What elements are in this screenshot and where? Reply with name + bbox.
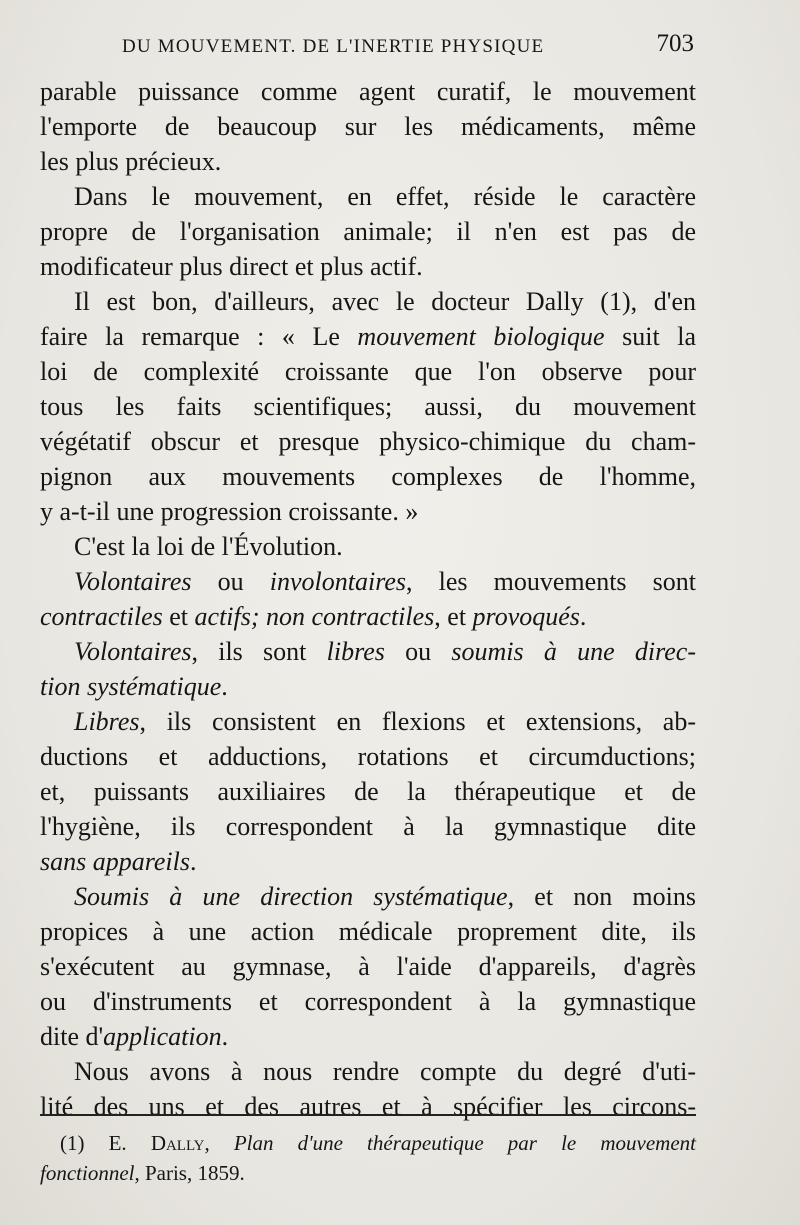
text-line: Nous avons à nous rendre compte du degré d'uti- xyxy=(74,1057,696,1086)
text-line: l'emporte de beaucoup sur les médicaments, même xyxy=(40,112,696,141)
text-line: Il est bon, d'ailleurs, avec le docteur Dally (1), d'en xyxy=(74,287,696,316)
text-line: modificateur plus direct et plus actif. xyxy=(40,252,423,281)
text-line: tion systématique. xyxy=(40,672,228,701)
page-header xyxy=(40,30,696,70)
text-line: contractiles et actifs; non contractiles, et provoqués. xyxy=(40,602,587,631)
text-line: Volontaires ou involontaires, les mouvements sont xyxy=(74,567,697,596)
text-line: Volontaires, ils sont libres ou soumis à une direc- xyxy=(74,637,696,666)
text-line: dite d'application. xyxy=(40,1022,229,1051)
footnote-author: Dally xyxy=(150,1131,205,1155)
text-line: ou d'instruments et correspondent à la gymnastique xyxy=(40,987,696,1016)
text-line: et, puissants auxiliaires de la thérapeutique et de xyxy=(40,777,696,806)
text-line: s'exécutent au gymnase, à l'aide d'appareils, d'agrès xyxy=(40,952,696,981)
text-line: Libres, ils consistent en flexions et extensions, ab- xyxy=(74,707,696,736)
footnote-line: (1) E. Dally, Plan d'une thérapeutique par le mouvement xyxy=(60,1131,696,1155)
text-line: pignon aux mouvements complexes de l'homme, xyxy=(40,462,696,491)
text-line: Dans le mouvement, en effet, réside le caractère xyxy=(74,182,696,211)
running-title: DU MOUVEMENT. DE L'INERTIE PHYSIQUE xyxy=(122,36,545,57)
text-line: Soumis à une direction systématique, et non moins xyxy=(74,882,696,911)
text-line: sans appareils. xyxy=(40,847,197,876)
footnote-rule xyxy=(40,1114,696,1116)
text-line: C'est la loi de l'Évolution. xyxy=(74,532,343,561)
text-line: tous les faits scientifiques; aussi, du mouvement xyxy=(40,392,696,421)
footnote-line: fonctionnel, Paris, 1859. xyxy=(40,1161,245,1185)
text-line: lité des uns et des autres et à spécifier les circons- xyxy=(40,1092,696,1121)
footnote-title: Plan d'une thérapeutique par le mouvement xyxy=(233,1131,696,1155)
text-line: y a-t-il une progression croissante. » xyxy=(40,497,419,526)
text-line: l'hygiène, ils correspondent à la gymnastique dite xyxy=(40,812,696,841)
text-line: propices à une action médicale proprement dite, ils xyxy=(40,917,696,946)
text-line: ductions et adductions, rotations et circumductions; xyxy=(40,742,696,771)
text-line: parable puissance comme agent curatif, le mouvement xyxy=(40,77,696,106)
page-number: 703 xyxy=(656,30,694,57)
text-line: les plus précieux. xyxy=(40,147,222,176)
text-line: propre de l'organisation animale; il n'en est pas de xyxy=(40,217,696,246)
text-line: faire la remarque : « Le mouvement biologique suit la xyxy=(40,322,696,351)
text-line: végétatif obscur et presque physico-chimique du cham- xyxy=(40,427,696,456)
text-line: loi de complexité croissante que l'on observe pour xyxy=(40,357,696,386)
